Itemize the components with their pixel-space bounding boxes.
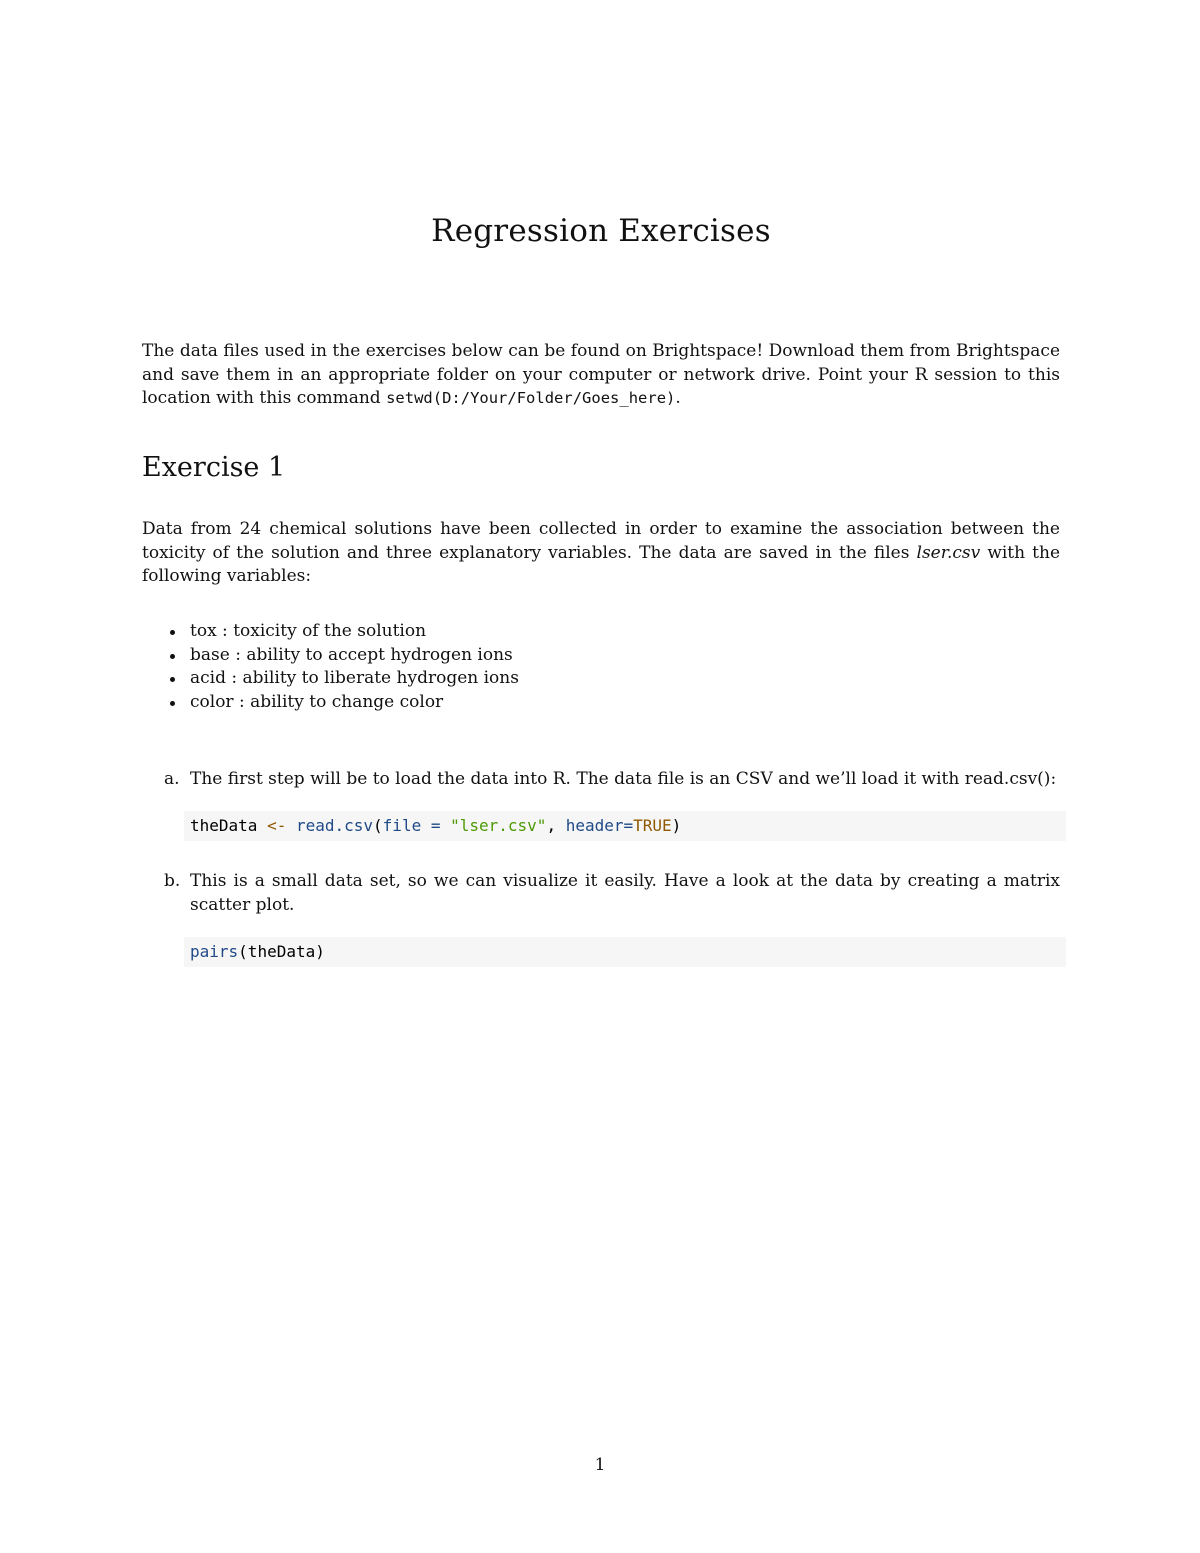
code-token: ( xyxy=(373,816,383,835)
code-token: ) xyxy=(671,816,682,835)
intro-text-end: . xyxy=(675,388,681,408)
step-label: a. xyxy=(164,769,180,789)
setwd-code: setwd(D:/Your/Folder/Goes_here) xyxy=(386,389,676,407)
step-label: b. xyxy=(164,871,181,891)
code-token xyxy=(440,816,450,835)
code-block-pairs xyxy=(184,937,1066,967)
code-block-read-csv xyxy=(184,811,1066,841)
code-token: , xyxy=(546,816,566,835)
step-a xyxy=(142,768,1060,792)
code-token: header= xyxy=(565,816,634,835)
code-token: TRUE xyxy=(633,816,672,835)
code-token: "lser.csv" xyxy=(450,816,547,835)
code-token: read.csv xyxy=(295,816,374,835)
filename: lser.csv xyxy=(916,542,981,563)
page-title: Regression Exercises xyxy=(431,213,771,249)
step-text: The first step will be to load the data into R. The data file is an CSV and we’ll load it with read.csv(): xyxy=(190,769,1057,789)
description-text: Data from 24 chemical solutions have been collected in order to examine the association between the toxicity of the solution and three explanatory variables. The data are saved in the files xyxy=(142,519,1060,563)
list-item: color : ability to change color xyxy=(142,691,519,715)
step-text: This is a small data set, so we can visualize it easily. Have a look at the data by creating a matrix scatter plot. xyxy=(190,871,1060,915)
code-token: file = xyxy=(382,816,441,835)
list-item: base : ability to accept hydrogen ions xyxy=(142,644,519,668)
code-token: <- xyxy=(267,816,287,835)
code-token: pairs xyxy=(190,942,239,961)
list-item: tox : toxicity of the solution xyxy=(142,620,519,644)
description-text-end: with the following variables: xyxy=(142,542,1061,586)
code-token: (theData) xyxy=(238,942,325,961)
code-token: theData xyxy=(190,816,268,835)
step-b xyxy=(142,870,1060,917)
exercise-description xyxy=(142,518,1060,589)
page-number: 1 xyxy=(594,1455,606,1475)
code-token xyxy=(286,816,296,835)
list-item: acid : ability to liberate hydrogen ions xyxy=(142,667,519,691)
intro-paragraph xyxy=(142,340,1060,411)
intro-text: The data files used in the exercises below can be found on Brightspace! Download them from Brightspace and save them in an appropriate folder on your computer or network drive. Point your R session to this location with this command xyxy=(142,341,1060,408)
variable-list xyxy=(142,620,519,714)
exercise-heading: Exercise 1 xyxy=(142,452,286,483)
